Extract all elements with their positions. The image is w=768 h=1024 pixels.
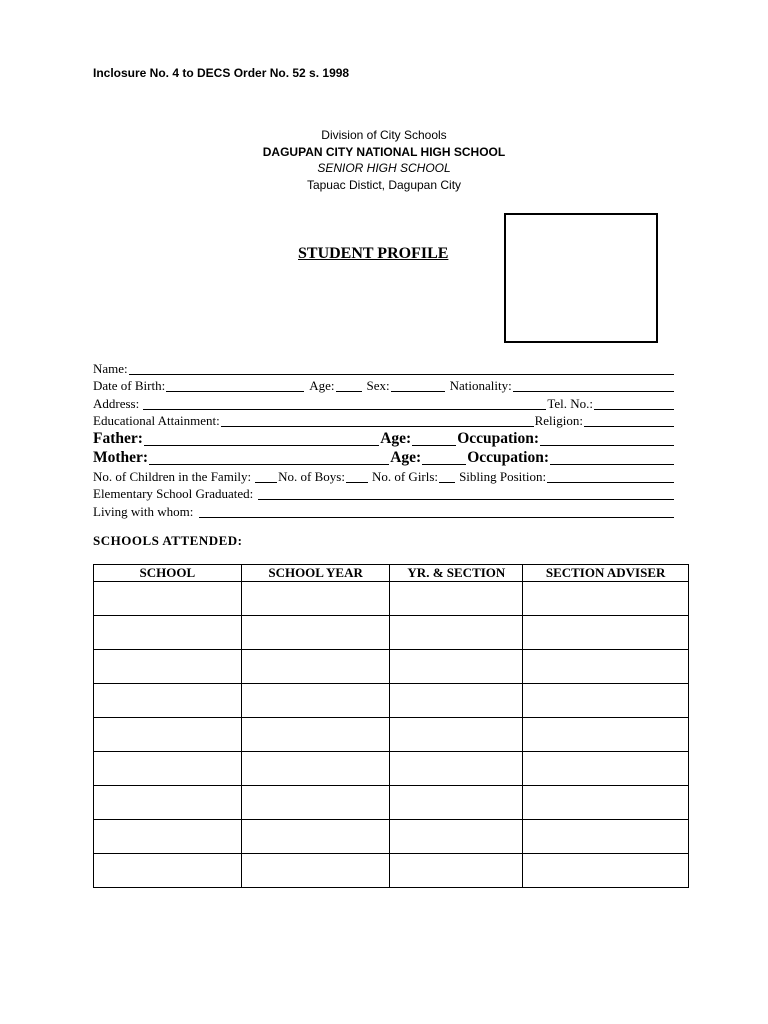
- mother-label: Mother:: [93, 449, 149, 466]
- table-row: [94, 718, 689, 752]
- dob-row: [93, 377, 675, 395]
- table-cell[interactable]: [523, 582, 689, 616]
- table-cell[interactable]: [94, 650, 242, 684]
- school-name: DAGUPAN CITY NATIONAL HIGH SCHOOL: [262, 144, 506, 159]
- table-cell[interactable]: [241, 684, 390, 718]
- table-row: [94, 616, 689, 650]
- column-header: SCHOOL: [94, 565, 242, 582]
- school-header: [0, 127, 768, 193]
- mother-occupation-label: Occupation:: [467, 449, 549, 466]
- table-cell[interactable]: [94, 582, 242, 616]
- table-row: [94, 650, 689, 684]
- table-cell[interactable]: [523, 786, 689, 820]
- dob-label: Date of Birth:: [93, 378, 166, 393]
- table-row: [94, 786, 689, 820]
- table-cell[interactable]: [390, 650, 523, 684]
- table-cell[interactable]: [390, 786, 523, 820]
- table-cell[interactable]: [523, 650, 689, 684]
- schools-table-body: [94, 582, 689, 888]
- girls-field[interactable]: [439, 470, 455, 483]
- address-label: Address:: [93, 395, 140, 411]
- table-cell[interactable]: [390, 752, 523, 786]
- table-cell[interactable]: [94, 854, 242, 888]
- father-field[interactable]: [144, 433, 379, 446]
- family-row: [93, 467, 675, 485]
- form-title: STUDENT PROFILE: [298, 245, 449, 262]
- sibling-label: Sibling Position:: [459, 468, 547, 484]
- table-cell[interactable]: [390, 820, 523, 854]
- table-cell[interactable]: [241, 718, 390, 752]
- name-label: Name:: [93, 360, 128, 376]
- father-row: [93, 429, 675, 448]
- religion-field[interactable]: [584, 414, 674, 427]
- table-cell[interactable]: [94, 752, 242, 786]
- table-row: [94, 582, 689, 616]
- table-cell[interactable]: [523, 854, 689, 888]
- table-cell[interactable]: [241, 616, 390, 650]
- table-header-row: [94, 565, 689, 582]
- education-row: [93, 412, 675, 430]
- children-label: No. of Children in the Family:: [93, 468, 252, 484]
- living-label: Living with whom:: [93, 503, 194, 519]
- table-cell[interactable]: [390, 854, 523, 888]
- address-row: [93, 394, 675, 412]
- nationality-label: Nationality:: [449, 378, 512, 393]
- schools-table: [93, 564, 689, 888]
- education-label: Educational Attainment:: [93, 413, 220, 428]
- mother-row: [93, 448, 675, 467]
- tel-label: Tel. No.:: [547, 395, 593, 411]
- girls-label: No. of Girls:: [371, 468, 439, 484]
- dob-field[interactable]: [166, 379, 304, 392]
- living-field[interactable]: [199, 505, 674, 518]
- inclosure-note: Inclosure No. 4 to DECS Order No. 52 s. 1998: [93, 66, 350, 80]
- table-cell[interactable]: [390, 582, 523, 616]
- sibling-field[interactable]: [547, 470, 674, 483]
- children-field[interactable]: [255, 470, 277, 483]
- table-cell[interactable]: [241, 854, 390, 888]
- column-header: YR. & SECTION: [390, 565, 523, 582]
- sex-label: Sex:: [366, 378, 390, 393]
- boys-label: No. of Boys:: [278, 468, 345, 484]
- school-address: Tapuac Distict, Dagupan City: [306, 177, 462, 192]
- sex-field[interactable]: [391, 379, 445, 392]
- table-cell[interactable]: [94, 684, 242, 718]
- father-age-label: Age:: [380, 430, 412, 447]
- table-cell[interactable]: [390, 684, 523, 718]
- mother-age-field[interactable]: [422, 452, 466, 465]
- elementary-field[interactable]: [258, 487, 674, 500]
- table-row: [94, 684, 689, 718]
- father-age-field[interactable]: [412, 433, 456, 446]
- school-level: SENIOR HIGH SCHOOL: [317, 161, 451, 175]
- division-name: Division of City Schools: [321, 128, 447, 142]
- mother-occupation-field[interactable]: [550, 452, 674, 465]
- table-cell[interactable]: [523, 718, 689, 752]
- table-cell[interactable]: [94, 616, 242, 650]
- schools-heading: SCHOOLS ATTENDED:: [93, 533, 243, 548]
- photo-box: [504, 213, 658, 343]
- column-header: SCHOOL YEAR: [241, 565, 390, 582]
- table-cell[interactable]: [390, 718, 523, 752]
- boys-field[interactable]: [346, 470, 368, 483]
- nationality-field[interactable]: [513, 379, 674, 392]
- mother-field[interactable]: [149, 452, 389, 465]
- table-cell[interactable]: [241, 786, 390, 820]
- name-field[interactable]: [129, 362, 674, 375]
- table-cell[interactable]: [94, 718, 242, 752]
- table-row: [94, 820, 689, 854]
- table-row: [94, 854, 689, 888]
- table-cell[interactable]: [241, 650, 390, 684]
- table-cell[interactable]: [241, 820, 390, 854]
- mother-age-label: Age:: [390, 449, 422, 466]
- name-row: [93, 359, 675, 377]
- table-row: [94, 752, 689, 786]
- tel-field[interactable]: [594, 397, 674, 410]
- education-field[interactable]: [221, 414, 534, 427]
- elementary-row: [93, 485, 675, 503]
- table-cell[interactable]: [94, 820, 242, 854]
- table-cell[interactable]: [390, 616, 523, 650]
- table-cell[interactable]: [523, 684, 689, 718]
- profile-fields: [93, 359, 675, 520]
- age-field[interactable]: [336, 379, 362, 392]
- religion-label: Religion:: [534, 413, 583, 428]
- table-cell[interactable]: [523, 820, 689, 854]
- table-cell[interactable]: [523, 616, 689, 650]
- father-occupation-label: Occupation:: [457, 430, 539, 447]
- address-field[interactable]: [143, 397, 546, 410]
- table-cell[interactable]: [241, 582, 390, 616]
- father-occupation-field[interactable]: [540, 433, 674, 446]
- table-cell[interactable]: [94, 786, 242, 820]
- column-header: SECTION ADVISER: [523, 565, 689, 582]
- table-cell[interactable]: [241, 752, 390, 786]
- living-row: [93, 502, 675, 520]
- elementary-label: Elementary School Graduated:: [93, 486, 254, 501]
- father-label: Father:: [93, 430, 143, 447]
- age-label: Age:: [309, 378, 335, 393]
- table-cell[interactable]: [523, 752, 689, 786]
